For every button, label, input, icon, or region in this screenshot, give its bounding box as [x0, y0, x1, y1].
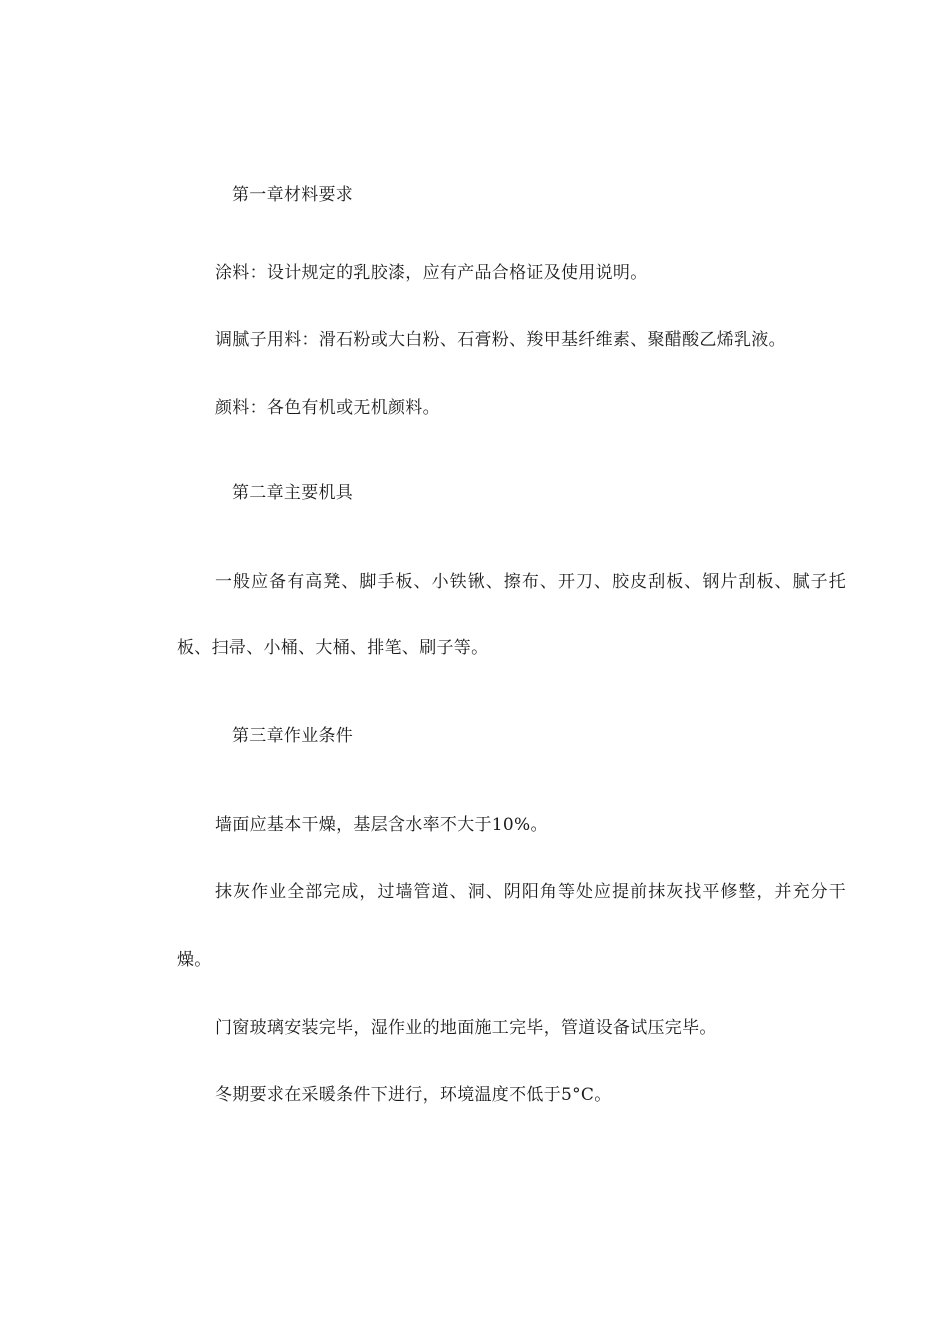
paragraph-doors-windows: 门窗玻璃安装完毕，湿作业的地面施工完毕，管道设备试压完毕。 — [215, 1018, 717, 1038]
paragraph-tools-line-2: 板、扫帚、小桶、大桶、排笔、刷子等。 — [177, 638, 489, 658]
paragraph-plaster-line-1: 抹灰作业全部完成，过墙管道、洞、阴阳角等处应提前抹灰找平修整，并充分干 — [215, 882, 847, 902]
paragraph-winter: 冬期要求在采暖条件下进行，环境温度不低于5°C。 — [215, 1085, 612, 1105]
paragraph-plaster-line-2: 燥。 — [177, 950, 212, 970]
chapter-3-heading: 第三章作业条件 — [232, 726, 354, 746]
paragraph-pigment: 颜料：各色有机或无机颜料。 — [215, 398, 440, 418]
chapter-2-heading: 第二章主要机具 — [232, 483, 354, 503]
paragraph-putty-materials: 调腻子用料：滑石粉或大白粉、石膏粉、羧甲基纤维素、聚醋酸乙烯乳液。 — [215, 330, 786, 350]
paragraph-wall-dry: 墙面应基本干燥，基层含水率不大于10%。 — [215, 815, 548, 835]
paragraph-tools-line-1: 一般应备有高凳、脚手板、小铁锹、擦布、开刀、胶皮刮板、钢片刮板、腻子托 — [215, 572, 847, 592]
paragraph-coating: 涂料：设计规定的乳胶漆，应有产品合格证及使用说明。 — [215, 263, 648, 283]
chapter-1-heading: 第一章材料要求 — [232, 185, 354, 205]
